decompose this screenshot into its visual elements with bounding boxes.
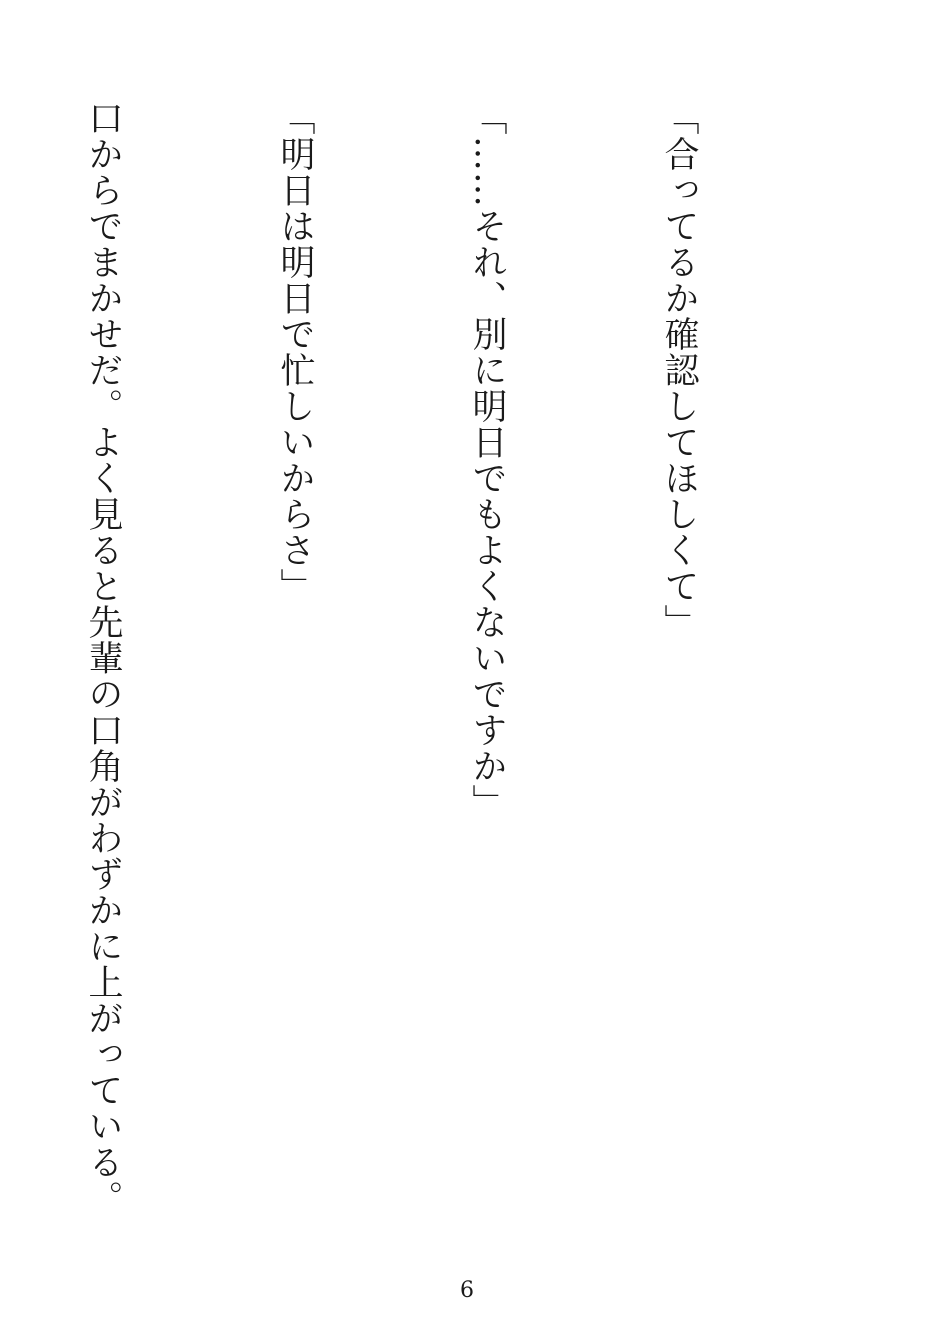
paragraph: 「合ってるか確認してほしくて」 [659,100,699,640]
page-number: 6 [460,1278,474,1303]
paragraph: 「明日は明日で忙しいからさ」 [275,100,315,604]
vertical-text-body [0,100,839,1250]
paragraph: 「……それ、別に明日でもよくないですか」 [467,100,507,820]
paragraph: 口からでまかせだ。よく見ると先輩の口角がわずかに上がっている。 [83,100,123,1216]
